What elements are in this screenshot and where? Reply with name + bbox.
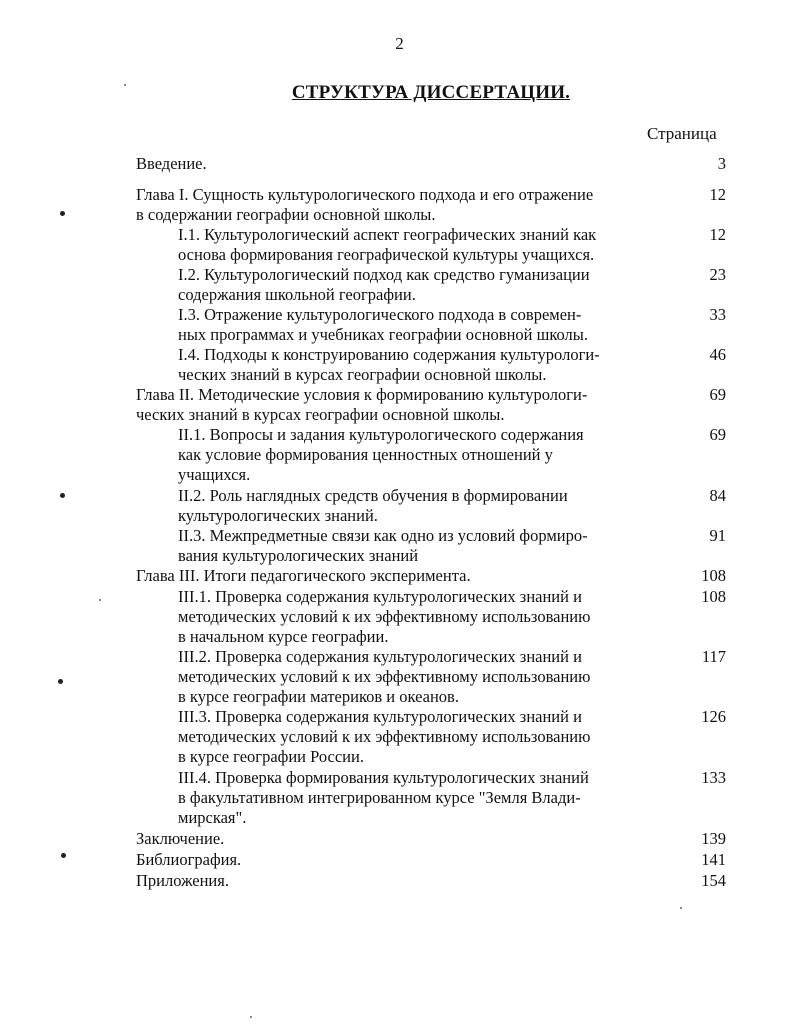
toc-entry-appendices	[136, 871, 726, 891]
scan-dot	[61, 853, 66, 858]
toc-entry-page: 154	[701, 871, 726, 890]
toc-entry-text: Глава I. Сущность культурологического подхода и его отражение в содержании географии основной школы.	[136, 185, 594, 224]
toc-entry-page: 12	[709, 185, 726, 204]
scan-dot	[60, 211, 65, 216]
toc-entry-text: Введение.	[136, 154, 207, 173]
toc-entry-text: Приложения.	[136, 871, 229, 890]
toc-entry-page: 139	[701, 829, 726, 848]
toc-entry-text: III.4. Проверка формирования культурологических знаний в факультативном интегрированном курсе "Земля Влади- мирская".	[178, 768, 589, 827]
toc-entry-page: 3	[717, 154, 726, 173]
toc-entry-page: 84	[709, 486, 726, 505]
toc-entry-text: Глава III. Итоги педагогического эксперимента.	[136, 566, 471, 585]
scan-speck	[124, 84, 126, 86]
page-number: 2	[395, 34, 404, 53]
toc-entry-2-2	[178, 486, 726, 526]
toc-entry-page: 108	[701, 587, 726, 606]
scan-dot	[60, 493, 65, 498]
scan-speck	[250, 1016, 252, 1018]
toc-entry-chapter-1	[136, 185, 726, 225]
toc-entry-1-4	[178, 345, 726, 385]
toc-entry-conclusion	[136, 829, 726, 849]
toc-entry-page: 69	[709, 425, 726, 444]
toc-entry-2-3	[178, 526, 726, 566]
toc-entry-bibliography	[136, 850, 726, 870]
toc-entry-page: 33	[709, 305, 726, 324]
toc-entry-page: 12	[709, 225, 726, 244]
scan-speck	[680, 907, 682, 909]
toc-entry-3-2	[178, 647, 726, 707]
toc-entry-text: II.2. Роль наглядных средств обучения в формировании культурологических знаний.	[178, 486, 568, 525]
toc-entry-text: I.2. Культурологический подход как средство гуманизации содержания школьной географии.	[178, 265, 590, 304]
toc-entry-page: 23	[709, 265, 726, 284]
toc-entry-page: 117	[701, 647, 726, 666]
toc-entry-1-3	[178, 305, 726, 345]
scan-dot	[58, 679, 63, 684]
document-title: СТРУКТУРА ДИССЕРТАЦИИ.	[291, 82, 571, 103]
toc-entry-text: I.4. Подходы к конструированию содержания культурологи- ческих знаний в курсах географии основной школы.	[178, 345, 600, 384]
toc-entry-1-2	[178, 265, 726, 305]
toc-entry-chapter-3	[136, 566, 726, 586]
toc-entry-text: III.1. Проверка содержания культурологических знаний и методических условий к их эффективному использованию в начальном курсе географии.	[178, 587, 591, 646]
toc-entry-2-1	[178, 425, 726, 485]
toc-entry-page: 126	[701, 707, 726, 726]
toc-entry-1-1	[178, 225, 726, 265]
toc-entry-page: 133	[701, 768, 726, 787]
page-column-header: Страница	[647, 124, 717, 143]
toc-entry-3-4	[178, 768, 726, 828]
toc-entry-text: III.3. Проверка содержания культурологических знаний и методических условий к их эффективному использованию в курсе географии России.	[178, 707, 591, 766]
toc-entry-text: Глава II. Методические условия к формированию культурологи- ческих знаний в курсах географии основной школы.	[136, 385, 588, 424]
toc-entry-page: 69	[709, 385, 726, 404]
toc-entry-3-3	[178, 707, 726, 767]
toc-entry-page: 141	[701, 850, 726, 869]
toc-entry-chapter-2	[136, 385, 726, 425]
toc-entry-text: III.2. Проверка содержания культурологических знаний и методических условий к их эффективному использованию в курсе географии материков и океанов.	[178, 647, 591, 706]
toc-entry-text: II.1. Вопросы и задания культурологического содержания как условие формирования ценностных отношений у учащихся.	[178, 425, 584, 484]
toc-entry-text: I.1. Культурологический аспект географических знаний как основа формирования географической культуры учащихся.	[178, 225, 597, 264]
toc-entry-page: 46	[709, 345, 726, 364]
toc-entry-text: I.3. Отражение культурологического подхода в современ- ных программах и учебниках географии основной школы.	[178, 305, 588, 344]
toc-entry-text: II.3. Межпредметные связи как одно из условий формиро- вания культурологических знаний	[178, 526, 588, 565]
toc-entry-intro	[136, 154, 726, 174]
scan-speck	[99, 599, 101, 601]
toc-entry-3-1	[178, 587, 726, 647]
toc-entry-page: 91	[709, 526, 726, 545]
toc-entry-page: 108	[701, 566, 726, 585]
toc-entry-text: Заключение.	[136, 829, 225, 848]
toc-entry-text: Библиография.	[136, 850, 242, 869]
